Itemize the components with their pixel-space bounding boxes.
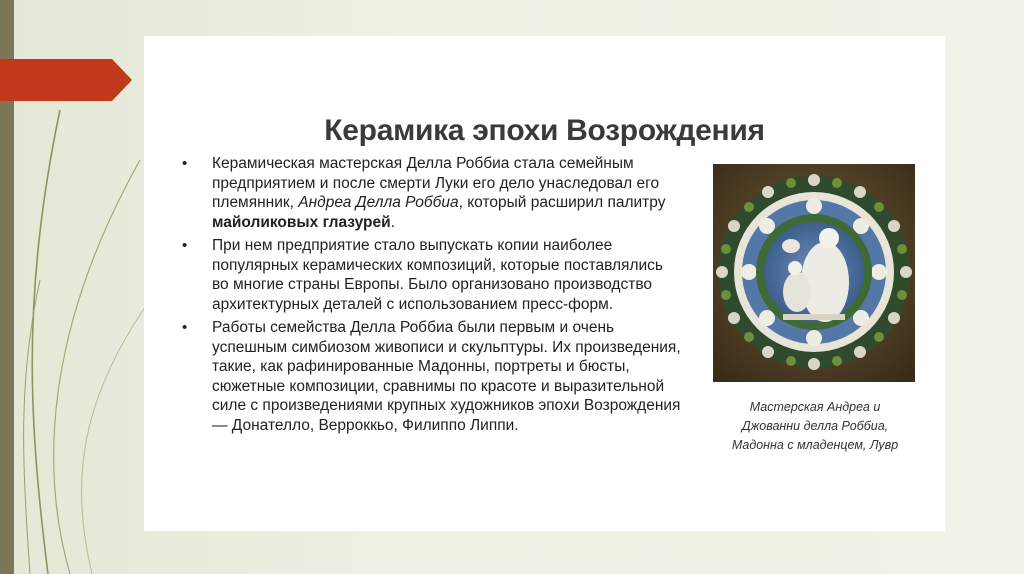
bullet-text-run: . (390, 213, 395, 231)
bullet-list (182, 154, 682, 439)
bullet-text (212, 319, 681, 434)
bullet-dot-icon: • (182, 319, 188, 336)
bullet-text-run: При нем предприятие стало выпускать копии наиболее популярных керамических композиций, которые поставлялись во многие страны Европы. Было организовано производство архитектурных деталей с использованием пресс-форм. (212, 237, 663, 313)
bullet-text-run: , который расширил палитру (458, 194, 666, 211)
bullet-text-run: Работы семейства Делла Роббиа были первым и очень успешным симбиозом живописи и скульптуры. Их произведения, такие, как рафинированные Мадонны, портреты и бюсты, сюжетные композиции, сравнимы по красоте и выразительной силе с произведениями крупных художников эпохи Возрождения — Донателло, Верроккьо, Филиппо Липпи. (212, 319, 681, 434)
bullet-dot-icon: • (182, 155, 188, 172)
bullet-text-run: Андреа Делла Роббиа (298, 194, 459, 211)
slide-title: Керамика эпохи Возрождения (324, 114, 765, 147)
slide-content-panel (144, 36, 945, 531)
bullet-item (182, 154, 682, 232)
bullet-dot-icon: • (182, 237, 188, 254)
bullet-item (182, 236, 682, 314)
ceramic-tondo-madonna-image (713, 164, 915, 382)
bullet-text (212, 237, 663, 313)
accent-arrow-shape (0, 59, 132, 101)
caption-line: Мадонна с младенцем, Лувр (731, 438, 899, 452)
caption-line: Джованни делла Роббиа, (741, 419, 889, 433)
caption-line: Мастерская Андреа и (749, 400, 881, 414)
bullet-text-run: майоликовых глазурей (212, 213, 391, 231)
bullet-item (182, 318, 682, 435)
bullet-text (212, 155, 665, 231)
image-caption (704, 398, 926, 455)
bullet-text-run: Керамическая мастерская Делла Роббиа стала семейным предприятием и после смерти Луки его дело унаследовал его племянник, (212, 155, 660, 211)
